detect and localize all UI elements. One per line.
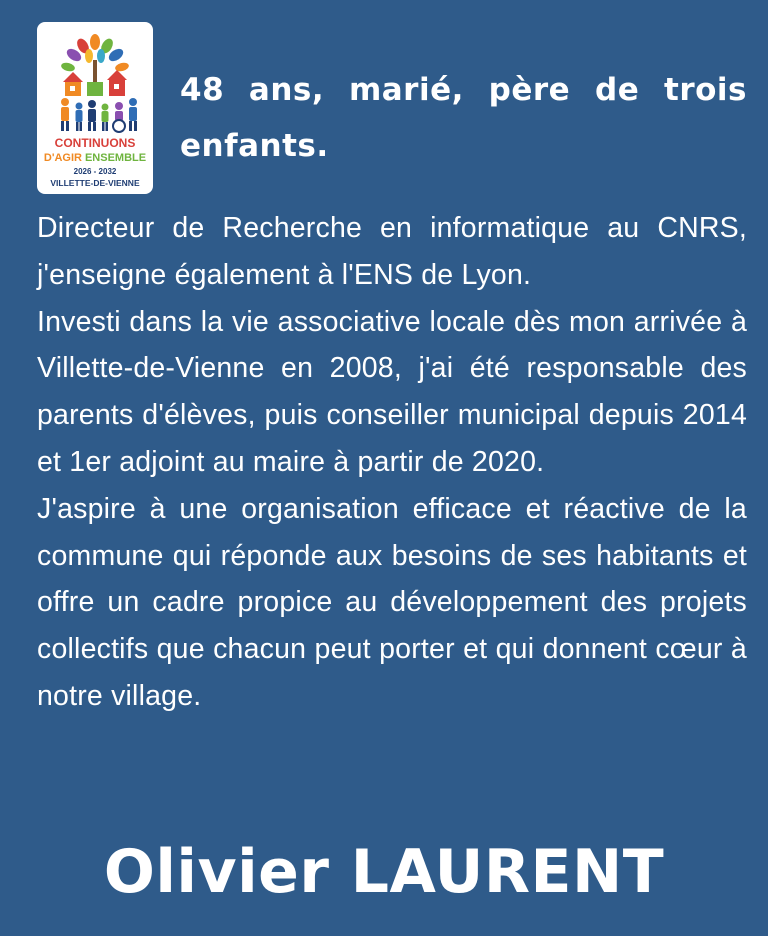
logo-years: 2026 - 2032 xyxy=(73,167,117,176)
logo-town: VILLETTE-DE-VIENNE xyxy=(50,178,140,188)
bio-paragraph-3: J'aspire à une organisation efficace et réactive de la commune qui réponde aux besoins de ses habitants et offre un cadre propice au développement des projets collectifs que chacun peut porter et qui donnent cœur à notre village. xyxy=(37,492,747,712)
candidate-tagline: 48 ans, marié, père de trois enfants. xyxy=(180,72,747,164)
candidate-name: Olivier LAURENT xyxy=(103,837,665,907)
bio-paragraph-2: Investi dans la vie associative locale dès mon arrivée à Villette-de-Vienne en 2008, j'ai été responsable des parents d'élèves, puis conseiller municipal depuis 2014 et 1er adjoint au maire à partir de 2020. xyxy=(37,305,747,478)
logo-line2-part1: D'AGIR xyxy=(43,152,82,164)
logo-line2 xyxy=(44,152,146,164)
bio-paragraph-1: Directeur de Recherche en informatique au CNRS, j'enseigne également à l'ENS de Lyon. xyxy=(37,212,747,291)
logo-illustration xyxy=(37,22,153,194)
logo-line2-part2: ENSEMBLE xyxy=(84,152,147,164)
candidate-bio xyxy=(37,205,747,720)
campaign-logo xyxy=(37,22,153,194)
people-icon xyxy=(61,98,137,132)
logo-line1: CONTINUONS xyxy=(54,136,136,150)
